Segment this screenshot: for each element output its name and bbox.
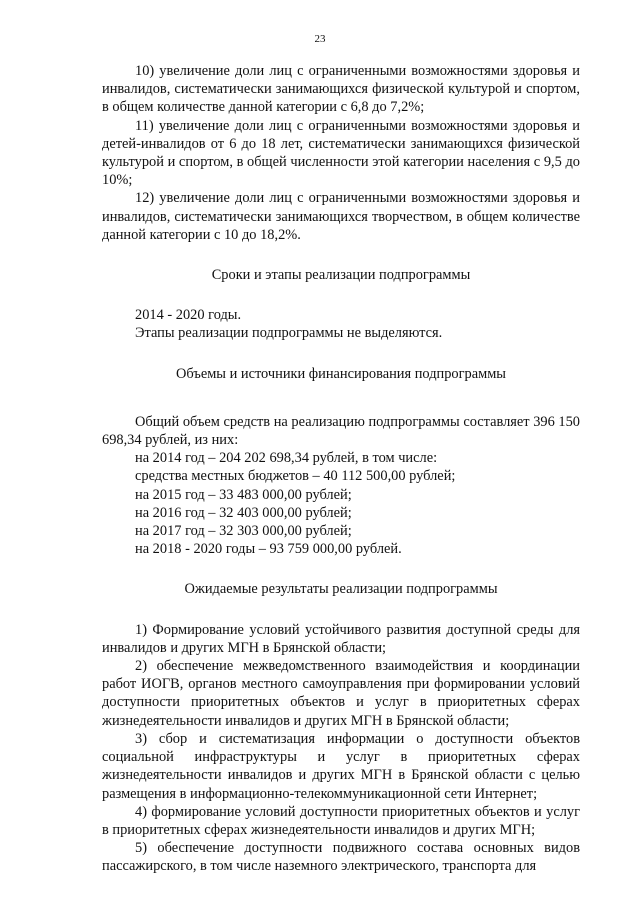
result-item-2: 2) обеспечение межведомственного взаимодействия и координации работ ИОГВ, органов местного самоуправления при формировании условий доступности приоритетных объектов и услуг в приоритетных сферах жизнедеятельности инвалидов и других МГН в Брянской области; xyxy=(102,658,580,729)
page-number: 23 xyxy=(314,33,326,45)
financing-total: Общий объем средств на реализацию подпрограммы составляет 396 150 698,34 рублей, из них: xyxy=(102,413,580,449)
result-item-5: 5) обеспечение доступности подвижного состава основных видов пассажирского, в том числе наземного электрического, транспорта для xyxy=(102,840,580,875)
financing-line: на 2016 год – 32 403 000,00 рублей; xyxy=(135,504,352,521)
financing-line: на 2015 год – 33 483 000,00 рублей; xyxy=(135,486,352,503)
result-item-3: 3) сбор и систематизация информации о доступности объектов социальной инфраструктуры и услуг в приоритетных сферах жизнедеятельности инвалидов и других МГН в Брянской области с целью размещения в информационно-телекоммуникационной сети Интернет; xyxy=(102,730,580,802)
financing-line: на 2018 - 2020 годы – 93 759 000,00 рублей. xyxy=(135,541,402,558)
result-item-1: 1) Формирование условий устойчивого развития доступной среды для инвалидов и других МГН в Брянской области; xyxy=(102,621,580,656)
goal-item-12: 12) увеличение доли лиц с ограниченными возможностями здоровья и инвалидов, систематически занимающихся творчеством, в общем количестве данной категории с 10 до 18,2%. xyxy=(102,190,580,243)
terms-stages: Этапы реализации подпрограммы не выделяются. xyxy=(135,325,443,342)
results-heading: Ожидаемые результаты реализации подпрограммы xyxy=(184,581,498,598)
terms-years: 2014 - 2020 годы. xyxy=(135,307,242,324)
financing-line: на 2014 год – 204 202 698,34 рублей, в том числе: xyxy=(135,450,438,467)
goal-item-11: 11) увеличение доли лиц с ограниченными возможностями здоровья и детей-инвалидов от 6 до 18 лет, систематически занимающихся физической культурой и спортом, в общей численности этой категории населения с 9,5 до 10%; xyxy=(102,117,580,189)
financing-line: средства местных бюджетов – 40 112 500,00 рублей; xyxy=(135,468,456,485)
terms-heading: Сроки и этапы реализации подпрограммы xyxy=(211,267,471,284)
goal-item-10: 10) увеличение доли лиц с ограниченными возможностями здоровья и инвалидов, систематически занимающихся физической культурой и спортом, в общем количестве данной категории с 6,8 до 7,2%; xyxy=(102,63,580,116)
financing-line: на 2017 год – 32 303 000,00 рублей; xyxy=(135,523,352,540)
page-content xyxy=(102,62,580,876)
result-item-4: 4) формирование условий доступности приоритетных объектов и услуг в приоритетных сферах жизнедеятельности инвалидов и других МГН; xyxy=(102,803,580,838)
financing-heading: Объемы и источники финансирования подпрограммы xyxy=(176,365,506,382)
